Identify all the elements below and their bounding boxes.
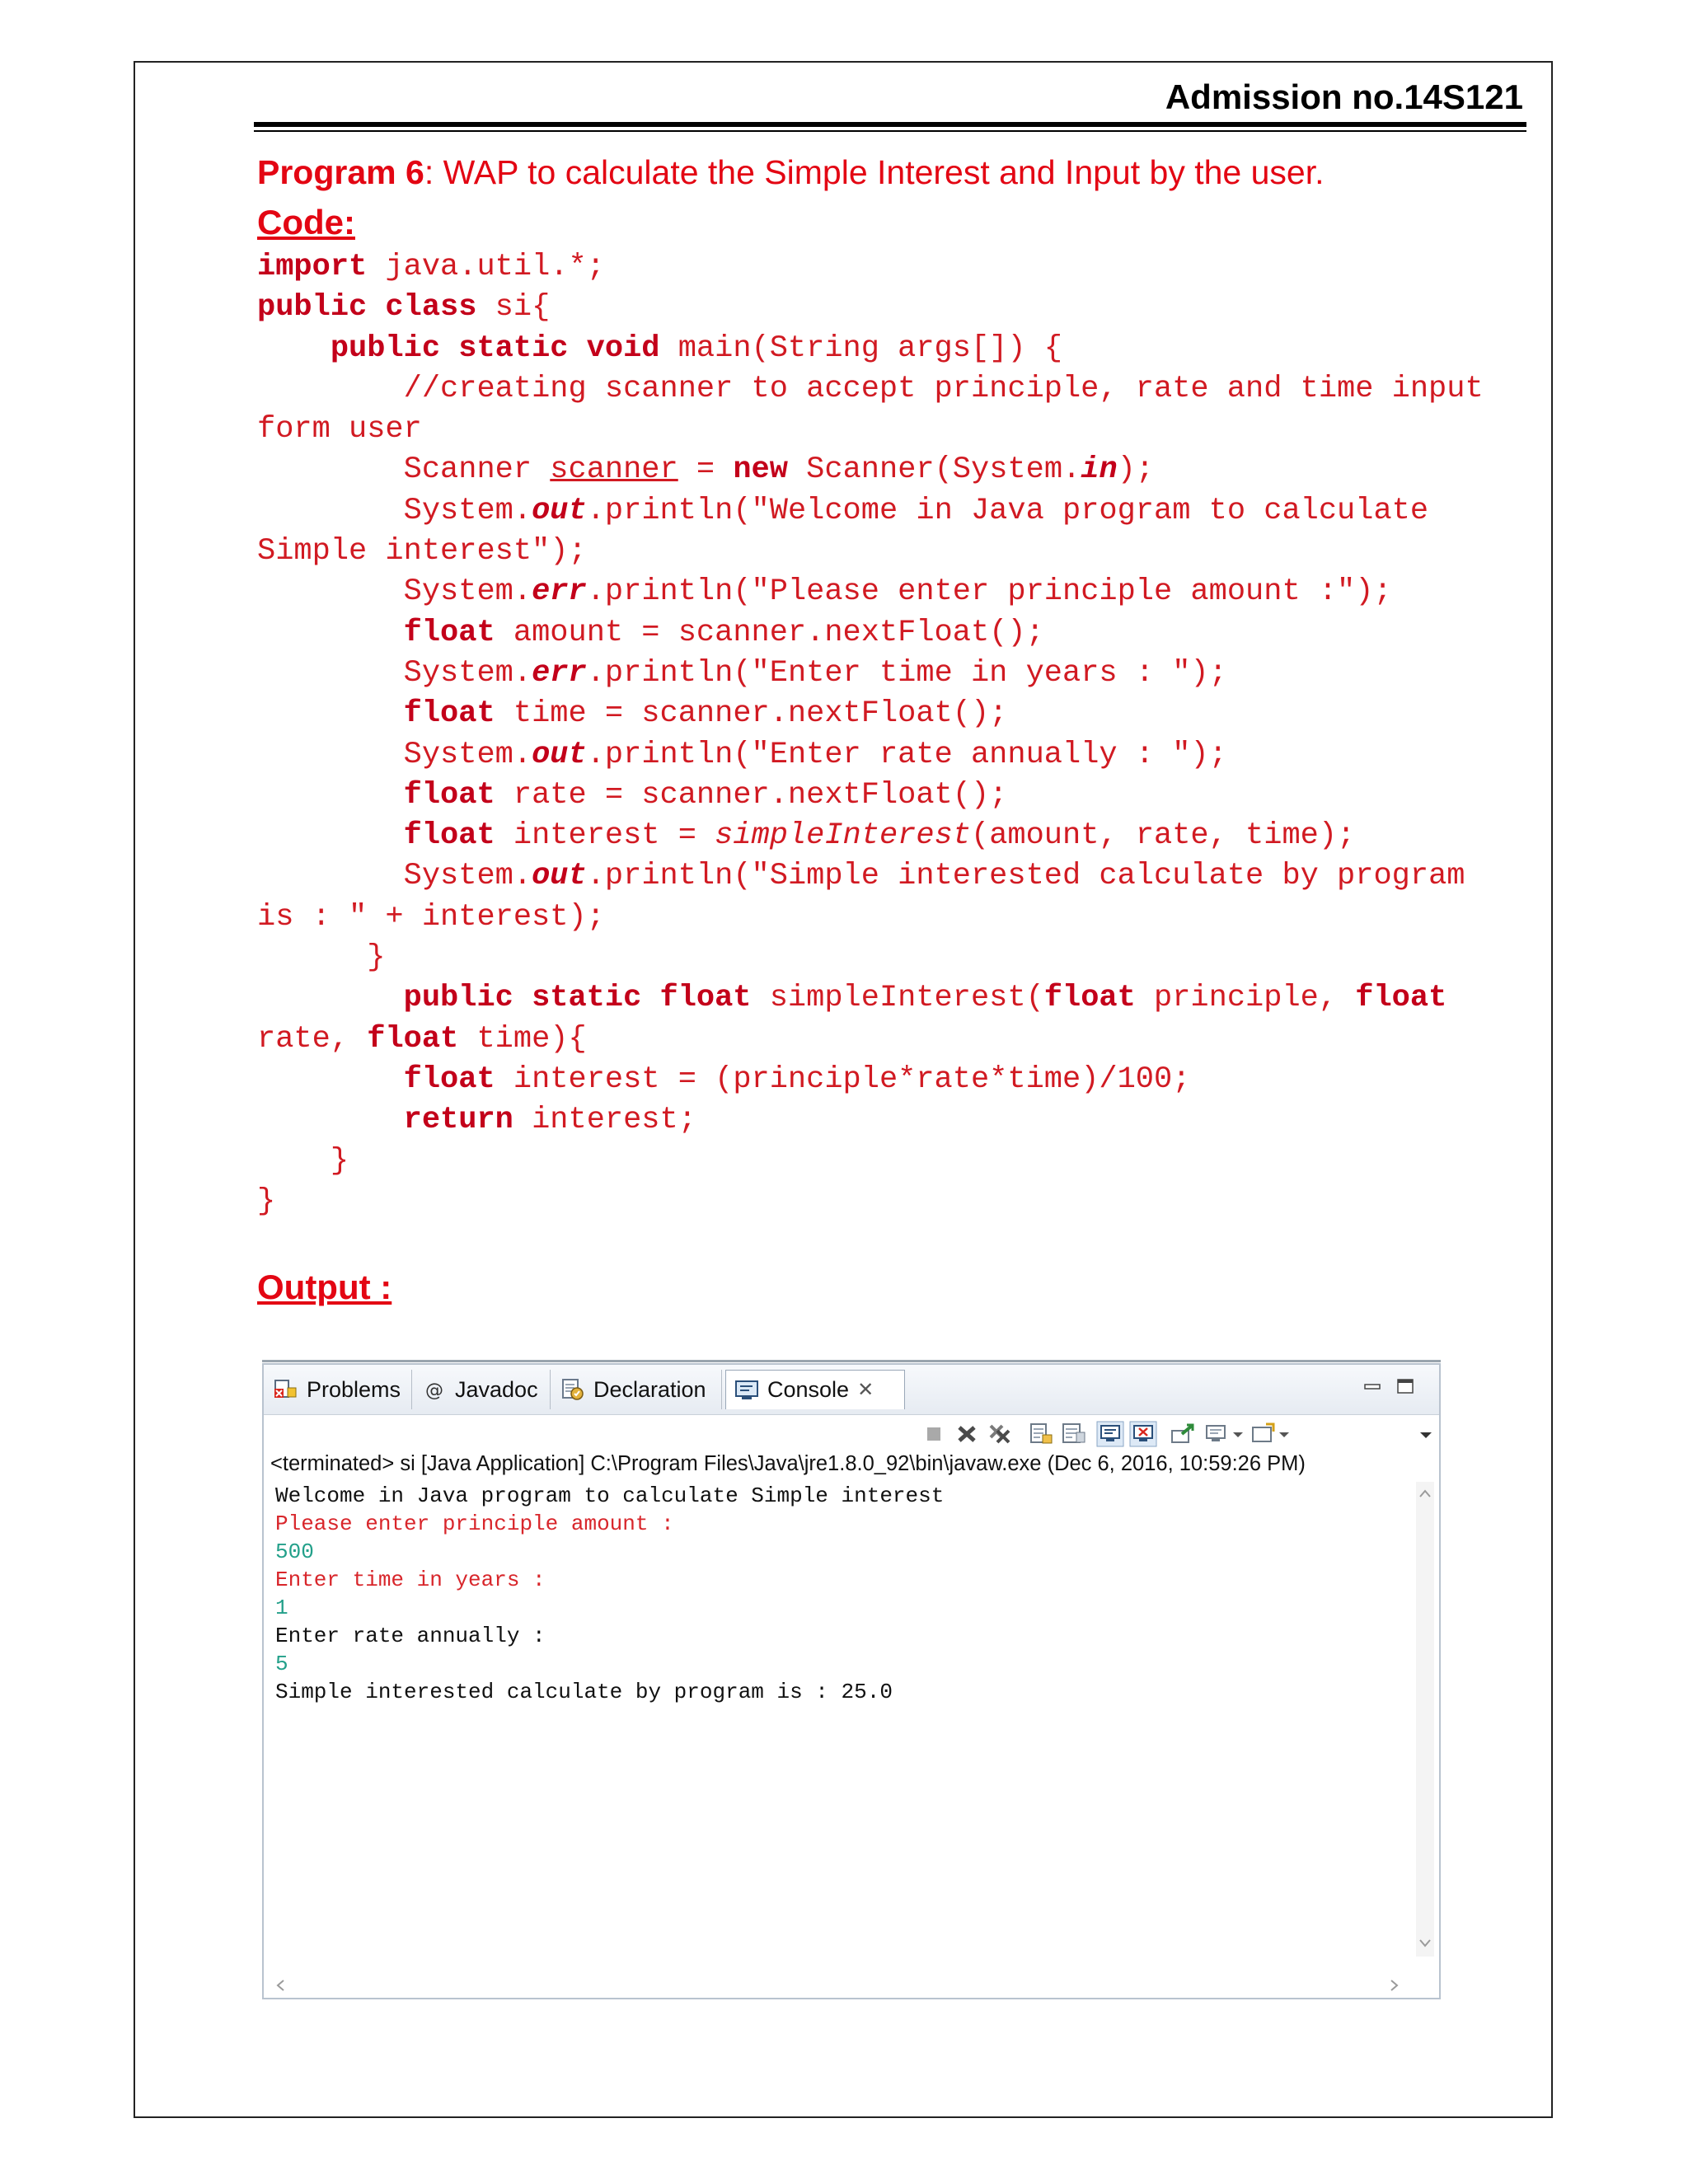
output-heading: Output : bbox=[257, 1268, 392, 1306]
code-line: public class si{ bbox=[257, 290, 551, 326]
console-output[interactable] bbox=[275, 1482, 944, 1706]
scroll-lock-icon[interactable] bbox=[1027, 1421, 1055, 1447]
code-line: public static void main(String args[]) { bbox=[330, 330, 1062, 366]
svg-text:@: @ bbox=[425, 1380, 443, 1401]
problems-icon bbox=[274, 1378, 298, 1401]
tab-javadoc[interactable] bbox=[414, 1370, 551, 1409]
show-console-on-stderr-icon[interactable] bbox=[1129, 1421, 1157, 1447]
code-line: System.err.println("Enter time in years : "); bbox=[403, 655, 1227, 691]
program-label: Program 6 bbox=[257, 153, 424, 191]
code-line: return interest; bbox=[403, 1103, 696, 1138]
code-line: } bbox=[367, 940, 386, 976]
code-heading: Code: bbox=[257, 203, 355, 241]
code-line: Scanner scanner = new Scanner(System.in); bbox=[403, 452, 1155, 488]
code-line: } bbox=[257, 1183, 276, 1219]
code-line: System.out.println("Simple interested calculate by program bbox=[403, 859, 1465, 894]
code-line: form user bbox=[257, 412, 422, 448]
tab-label: Console bbox=[767, 1377, 850, 1402]
console-output-line: Simple interested calculate by program is : 25.0 bbox=[275, 1680, 893, 1704]
console-output-line: 1 bbox=[275, 1596, 288, 1620]
header-rule-thick bbox=[254, 122, 1526, 127]
console-icon bbox=[734, 1379, 759, 1402]
code-line: import java.util.*; bbox=[257, 250, 605, 284]
word-wrap-icon[interactable] bbox=[1060, 1421, 1088, 1447]
tab-label: Javadoc bbox=[455, 1376, 538, 1402]
chevron-down-icon[interactable] bbox=[1230, 1421, 1246, 1447]
code-line: rate, float time){ bbox=[257, 1021, 587, 1057]
code-line: Simple interest"); bbox=[257, 534, 587, 569]
console-output-line: Enter time in years : bbox=[275, 1568, 546, 1592]
console-output-line: 500 bbox=[275, 1540, 314, 1564]
view-menu-icon[interactable] bbox=[1418, 1421, 1434, 1447]
code-line: float amount = scanner.nextFloat(); bbox=[403, 615, 1044, 650]
header-rule-thin bbox=[254, 130, 1526, 132]
code-line: System.out.println("Welcome in Java program to calculate bbox=[403, 493, 1429, 528]
console-output-line: 5 bbox=[275, 1652, 288, 1676]
remove-all-terminated-icon[interactable] bbox=[986, 1421, 1014, 1447]
console-output-line: Please enter principle amount : bbox=[275, 1511, 674, 1536]
screenshot-edge bbox=[262, 1360, 1441, 1362]
code-line: System.out.println("Enter rate annually : "); bbox=[403, 737, 1227, 772]
terminate-icon[interactable] bbox=[920, 1421, 948, 1447]
vertical-scrollbar[interactable] bbox=[1416, 1482, 1434, 1957]
code-line: is : " + interest); bbox=[257, 899, 605, 935]
chevron-down-icon[interactable] bbox=[1276, 1421, 1292, 1447]
code-line: float interest = (principle*rate*time)/100; bbox=[403, 1062, 1191, 1097]
console-output-line: Enter rate annually : bbox=[275, 1624, 546, 1648]
launch-description: <terminated> si [Java Application] C:\Program Files\Java\jre1.8.0_92\bin\javaw.exe (Dec 6, 2016, 10:59:26 PM) bbox=[270, 1452, 1306, 1475]
at-icon bbox=[422, 1378, 447, 1401]
show-console-on-stdout-icon[interactable] bbox=[1096, 1421, 1124, 1447]
code-comment-line: //creating scanner to accept principle, rate and time input bbox=[403, 371, 1484, 406]
code-line: System.err.println("Please enter principle amount :"); bbox=[403, 574, 1392, 610]
code-line: } bbox=[330, 1143, 349, 1179]
program-description: : WAP to calculate the Simple Interest and Input by the user. bbox=[424, 153, 1325, 191]
tab-declaration[interactable] bbox=[552, 1370, 722, 1409]
tab-label: Problems bbox=[307, 1376, 401, 1402]
admission-number: Admission no.14S121 bbox=[1165, 77, 1523, 116]
remove-launch-icon[interactable] bbox=[953, 1421, 981, 1447]
tab-problems[interactable] bbox=[265, 1370, 412, 1409]
console-toolbar bbox=[264, 1416, 1439, 1452]
tab-label: Declaration bbox=[593, 1376, 706, 1402]
code-line: float time = scanner.nextFloat(); bbox=[403, 696, 1008, 732]
code-line: float interest = simpleInterest(amount, rate, time); bbox=[403, 818, 1356, 854]
tab-console[interactable] bbox=[725, 1370, 905, 1409]
declaration-icon bbox=[560, 1378, 585, 1401]
open-console-icon[interactable] bbox=[1250, 1421, 1278, 1447]
horizontal-scrollbar[interactable] bbox=[269, 1976, 1406, 1994]
code-line: float rate = scanner.nextFloat(); bbox=[403, 777, 1008, 813]
code-line: public static float simpleInterest(float principle, float bbox=[403, 981, 1447, 1016]
console-output-line: Welcome in Java program to calculate Simple interest bbox=[275, 1483, 945, 1508]
view-tab-bar bbox=[264, 1365, 1439, 1415]
pin-console-icon[interactable] bbox=[1169, 1421, 1197, 1447]
code-listing bbox=[257, 247, 1543, 1222]
close-icon[interactable]: ✕ bbox=[857, 1379, 874, 1401]
console-panel bbox=[262, 1363, 1441, 1999]
display-selected-console-icon[interactable] bbox=[1203, 1421, 1231, 1447]
minimize-icon[interactable] bbox=[1363, 1378, 1381, 1394]
maximize-icon[interactable] bbox=[1396, 1378, 1414, 1394]
program-title bbox=[257, 153, 1324, 192]
